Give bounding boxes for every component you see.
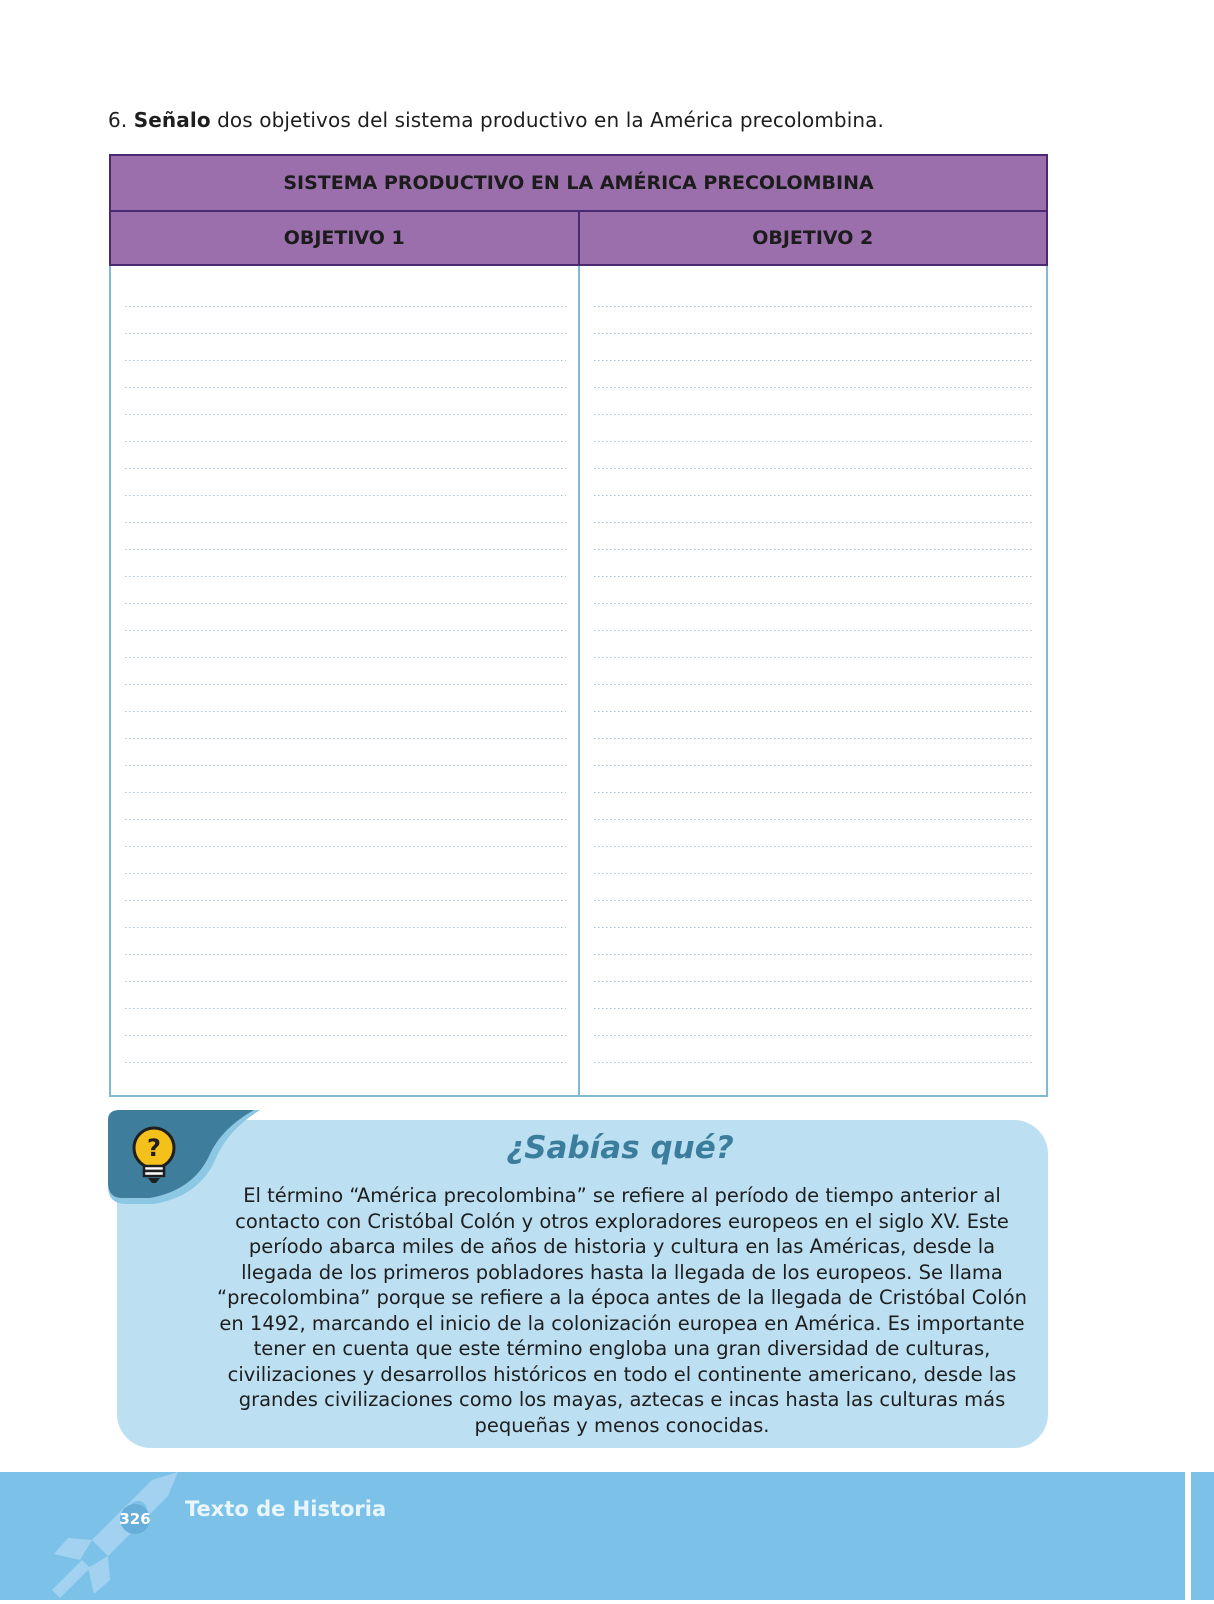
dotted-writing-lines [125, 280, 566, 1085]
rocket-icon [40, 1468, 180, 1604]
question-number: 6. [108, 108, 128, 132]
question-text: dos objetivos del sistema productivo en la América precolombina. [217, 108, 884, 132]
dotted-writing-lines [594, 280, 1035, 1085]
question-prompt [108, 108, 884, 132]
callout-title: ¿Sabías qué? [506, 1130, 734, 1166]
answer-area-objetivo-1[interactable] [111, 266, 578, 1095]
svg-text:?: ? [147, 1134, 161, 1162]
table-body [111, 266, 1046, 1095]
column-header-objetivo-2: OBJETIVO 2 [580, 210, 1049, 266]
page-footer [0, 1472, 1214, 1600]
answer-table [109, 154, 1048, 1097]
page-number: 326 [120, 1504, 150, 1534]
callout-text: El término “América precolombina” se refiere al período de tiempo anterior al contacto con Cristóbal Colón y otros exploradores europeos en el siglo XV. Este período abarca miles de años de historia y cultura en las Américas, desde la llegada de los primeros pobladores hasta la llegada de los europeos. Se llama “precolombina” porque se refiere a la época antes de la llegada de Cristóbal Colón en 1492, marcando el inicio de la colonización europea en América. Es importante tener en cuenta que este término engloba una gran diversidad de culturas, civilizaciones y desarrollos históricos en todo el continente americano, desde las grandes civilizaciones como los mayas, aztecas e incas hasta las culturas más pequeñas y menos conocidas. [217, 1184, 1027, 1437]
book-title: Texto de Historia [185, 1497, 387, 1521]
table-title: SISTEMA PRODUCTIVO EN LA AMÉRICA PRECOLOMBINA [109, 154, 1048, 212]
answer-area-objetivo-2[interactable] [578, 266, 1047, 1095]
question-verb: Señalo [133, 108, 211, 132]
table-column-headers [109, 210, 1048, 266]
footer-edge-strip [1185, 1472, 1191, 1600]
column-header-objetivo-1: OBJETIVO 1 [109, 210, 580, 266]
